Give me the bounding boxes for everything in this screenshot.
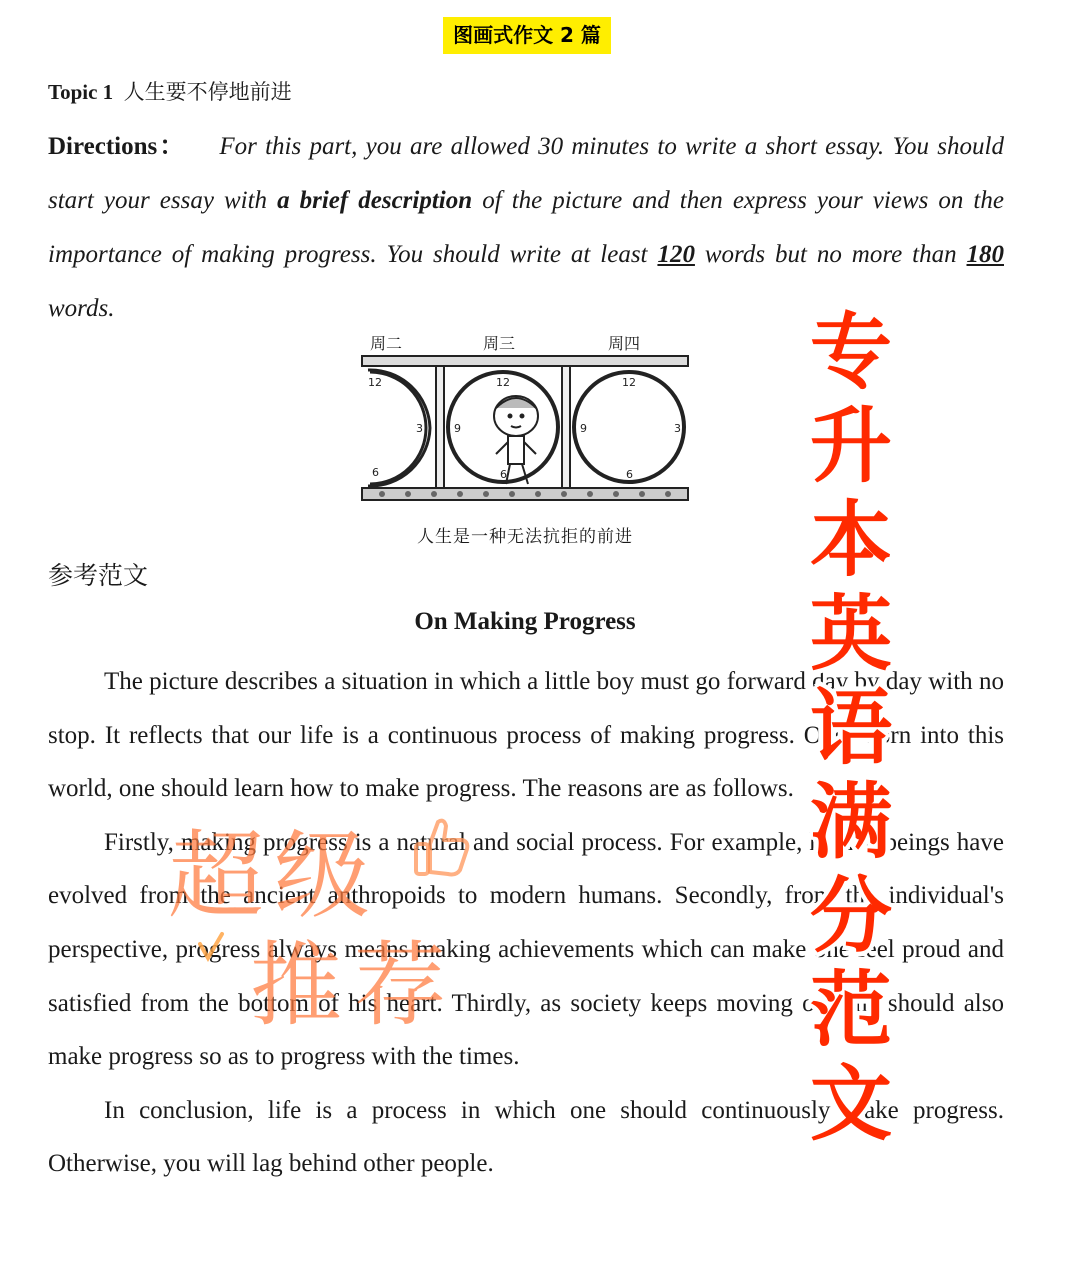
essay-paragraph: The picture describes a situation in which a little boy must go forward day by day with no stop. It reflects that our life is a continuous process of making progress. Once born into this world, one should learn how to make progress. The reasons are as follows. <box>48 668 1004 803</box>
stamp-char: 文 <box>809 1057 892 1152</box>
day-label-1: 周二 <box>370 334 403 353</box>
promo-stamp-text <box>808 306 894 1152</box>
svg-text:12: 12 <box>622 376 636 389</box>
essay-title: On Making Progress <box>414 608 636 635</box>
svg-text:3: 3 <box>674 422 681 435</box>
min-words: 120 <box>657 241 695 268</box>
essay-paragraph: Firstly, making progress is a natural and social process. For example, human beings have evolved from the ancient anthropoids to modern humans. Secondly, from the individual's perspective, progress always means making achievements which can make one feel proud and satisfied from the bottom of his heart. Thirdly, as society keeps moving on, one should also make progress so as to progress with the times. <box>48 828 1004 1071</box>
svg-text:9: 9 <box>580 422 587 435</box>
directions-text-3: words but no more than <box>694 241 967 268</box>
illustration-caption: 人生是一种无法抗拒的前进 <box>417 527 633 547</box>
directions-label: Directions： <box>48 133 187 160</box>
svg-text:6: 6 <box>626 468 633 481</box>
svg-text:6: 6 <box>500 468 507 481</box>
handwriting-recommend: 推荐 <box>250 932 459 1039</box>
handwriting-super: 超级 <box>168 820 380 932</box>
stamp-char: 范 <box>809 963 892 1058</box>
directions-text-4: words. <box>48 295 115 322</box>
directions-paragraph <box>48 120 1004 336</box>
topic-heading <box>48 76 292 106</box>
svg-text:3: 3 <box>416 422 423 435</box>
stamp-char: 英 <box>809 587 892 682</box>
svg-text:12: 12 <box>496 376 510 389</box>
topic-label: Topic 1 <box>48 80 114 104</box>
svg-text:6: 6 <box>372 466 379 479</box>
illustration <box>360 328 690 550</box>
stamp-char: 本 <box>809 493 892 588</box>
topic-text: 人生要不停地前进 <box>123 80 292 104</box>
day-label-2: 周三 <box>483 334 516 353</box>
svg-text:9: 9 <box>454 422 461 435</box>
reference-essay-label: 参考范文 <box>48 561 149 590</box>
stamp-char: 升 <box>809 399 892 494</box>
stamp-char: 专 <box>809 305 892 400</box>
stamp-char: 语 <box>809 681 892 776</box>
svg-text:12: 12 <box>368 376 382 389</box>
directions-text-2: of the picture and then express your views on the importance of making progress. You should write at least <box>48 187 1004 268</box>
directions-text-1: For this part, you are allowed 30 minutes to write a short essay. You should start your essay with <box>48 133 1004 214</box>
stamp-char: 满 <box>809 775 892 870</box>
directions-bold: a brief description <box>277 187 473 214</box>
day-label-3: 周四 <box>608 334 641 353</box>
max-words: 180 <box>966 241 1004 268</box>
clock-wheel-drawing <box>360 328 690 518</box>
essay-paragraph: In conclusion, life is a process in which one should continuously make progress. Otherwise, you will lag behind other people. <box>48 1096 1004 1178</box>
stamp-char: 分 <box>809 869 892 964</box>
document-title: 图画式作文 2 篇 <box>443 17 611 54</box>
